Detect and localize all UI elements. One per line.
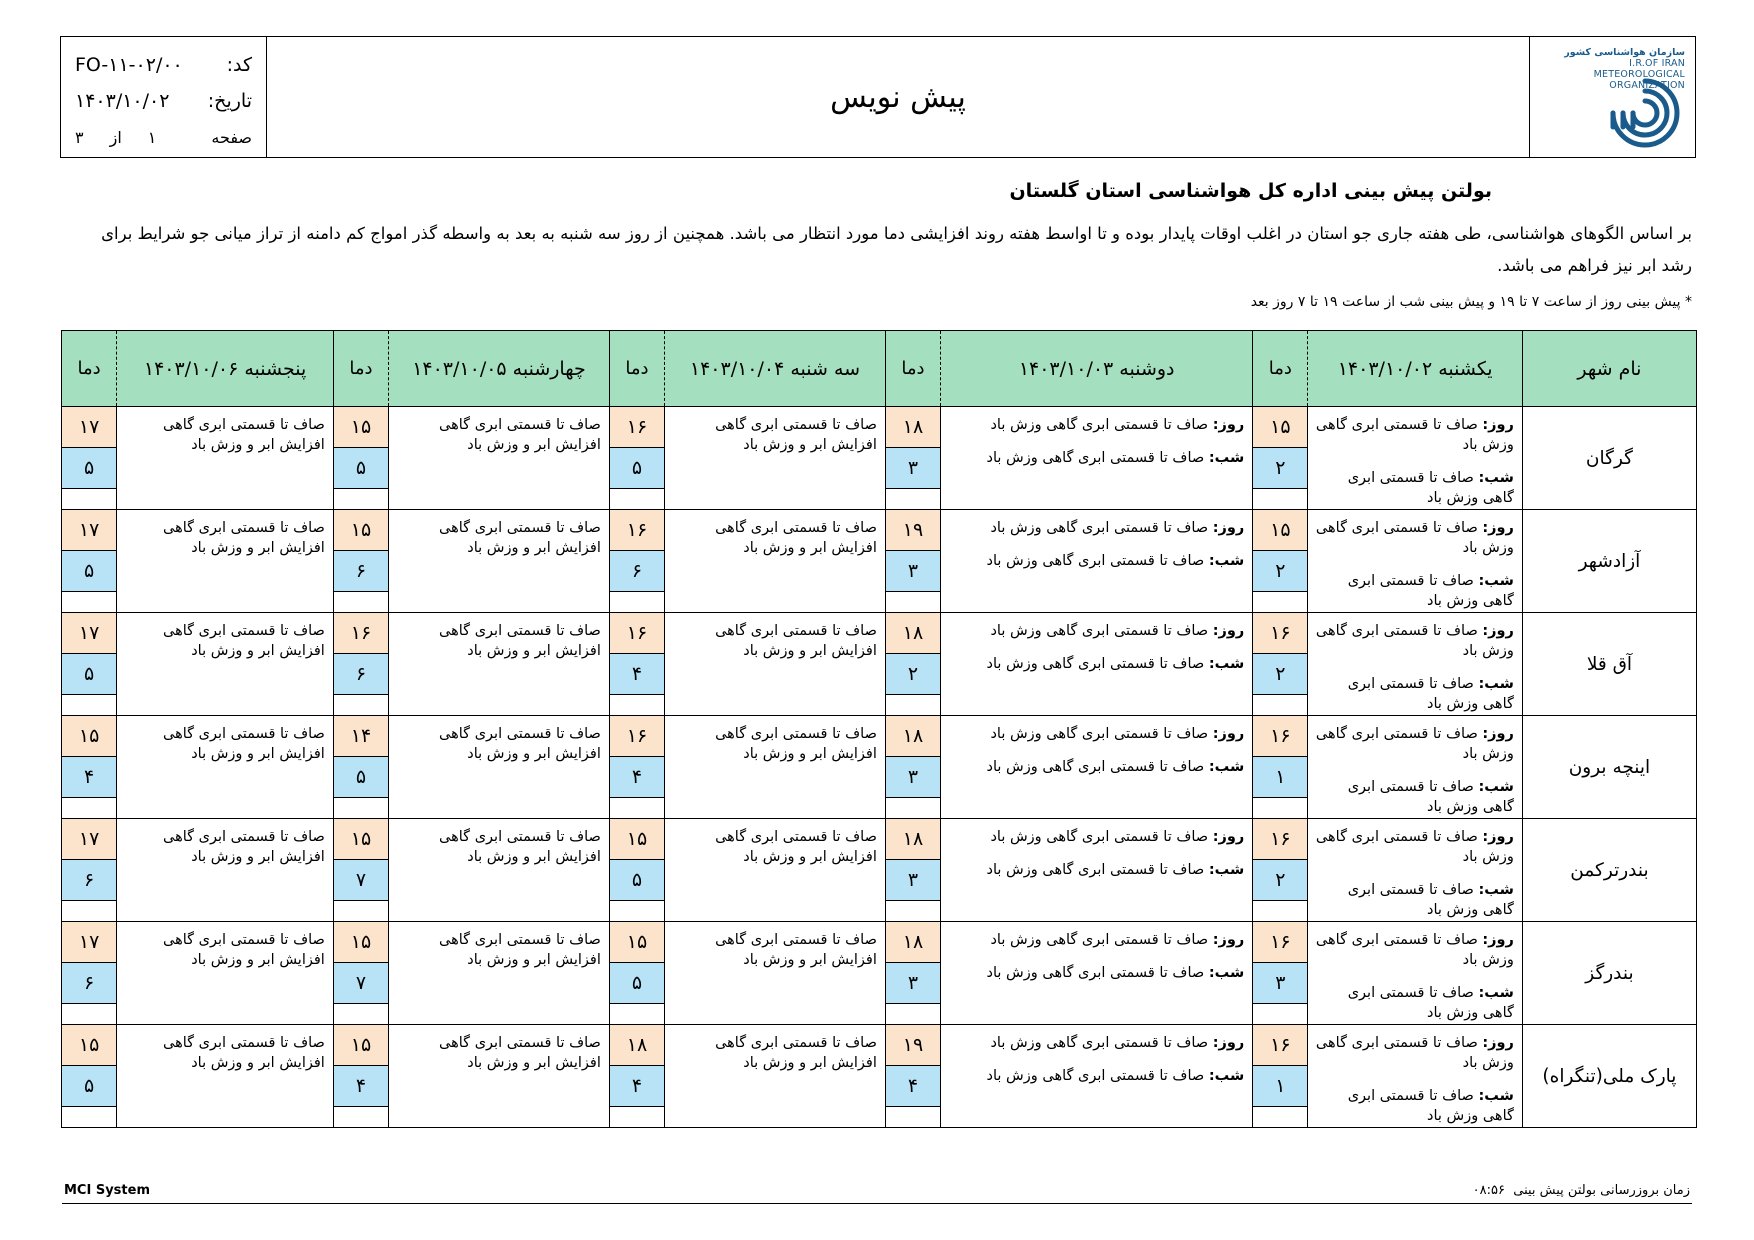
min-temp: ۶ [334, 654, 388, 695]
day-header: دوشنبه ۱۴۰۳/۱۰/۰۳ [941, 331, 1253, 407]
min-temp: ۱ [1253, 757, 1307, 798]
min-temp: ۶ [610, 551, 664, 592]
forecast-description [1308, 819, 1522, 922]
night-label: شب: [1478, 985, 1514, 1001]
max-temp: ۱۵ [334, 1025, 388, 1066]
max-temp: ۱۶ [610, 613, 664, 654]
max-temp: ۱۸ [886, 819, 940, 860]
city-name: آق قلا [1522, 613, 1696, 716]
max-temp: ۱۸ [886, 407, 940, 448]
forecast-description [117, 613, 334, 716]
forecast-description [665, 819, 886, 922]
temperature-cell [885, 1025, 940, 1128]
max-temp: ۱۶ [334, 613, 388, 654]
night-forecast: صاف تا قسمتی ابری گاهی وزش باد [986, 759, 1205, 775]
max-temp: ۱۷ [62, 819, 116, 860]
temperature-cell [333, 1025, 388, 1128]
forecast-text: صاف تا قسمتی ابری گاهی افزایش ابر و وزش باد [163, 932, 325, 968]
min-temp: ۲ [1253, 448, 1307, 489]
day-label: روز: [1482, 932, 1514, 948]
max-temp: ۱۸ [610, 1025, 664, 1066]
forecast-description [941, 407, 1253, 510]
min-temp: ۳ [886, 963, 940, 1004]
min-temp: ۶ [62, 860, 116, 901]
min-temp: ۵ [62, 448, 116, 489]
temp-header: دما [62, 331, 117, 407]
forecast-text: صاف تا قسمتی ابری گاهی افزایش ابر و وزش باد [163, 623, 325, 659]
min-temp: ۴ [62, 757, 116, 798]
table-row [62, 716, 1697, 819]
max-temp: ۱۵ [334, 510, 388, 551]
forecast-description [1308, 922, 1522, 1025]
page-footer [62, 1183, 1692, 1204]
night-label: شب: [1478, 676, 1514, 692]
max-temp: ۱۵ [610, 922, 664, 963]
min-temp: ۵ [610, 963, 664, 1004]
forecast-text: صاف تا قسمتی ابری گاهی افزایش ابر و وزش باد [439, 520, 601, 556]
day-forecast: صاف تا قسمتی ابری گاهی وزش باد [990, 520, 1209, 536]
forecast-text: صاف تا قسمتی ابری گاهی افزایش ابر و وزش باد [163, 520, 325, 556]
forecast-description [1308, 613, 1522, 716]
day-label: روز: [1482, 726, 1514, 742]
table-row [62, 819, 1697, 922]
max-temp: ۱۶ [1253, 613, 1307, 654]
day-label: روز: [1212, 417, 1245, 433]
forecast-text: صاف تا قسمتی ابری گاهی افزایش ابر و وزش باد [439, 1035, 601, 1071]
min-temp: ۴ [886, 1066, 940, 1107]
forecast-description [941, 922, 1253, 1025]
min-temp: ۲ [1253, 551, 1307, 592]
max-temp: ۱۷ [62, 613, 116, 654]
max-temp: ۱۷ [62, 510, 116, 551]
page-of: از [109, 127, 122, 147]
day-label: روز: [1482, 520, 1514, 536]
date-value: ۱۴۰۳/۱۰/۰۲ [75, 90, 170, 112]
min-temp: ۲ [1253, 860, 1307, 901]
max-temp: ۱۷ [62, 922, 116, 963]
temperature-cell [609, 819, 664, 922]
max-temp: ۱۶ [1253, 922, 1307, 963]
forecast-description [117, 1025, 334, 1128]
max-temp: ۱۵ [62, 1025, 116, 1066]
max-temp: ۱۹ [886, 510, 940, 551]
temp-header: دما [609, 331, 664, 407]
document-header [60, 36, 1696, 158]
city-name: آزادشهر [1522, 510, 1696, 613]
day-forecast: صاف تا قسمتی ابری گاهی وزش باد [990, 623, 1209, 639]
min-temp: ۴ [610, 654, 664, 695]
day-forecast: صاف تا قسمتی ابری گاهی وزش باد [990, 417, 1209, 433]
max-temp: ۱۸ [886, 922, 940, 963]
page-label: صفحه [211, 127, 252, 147]
forecast-description [1308, 1025, 1522, 1128]
temperature-cell [62, 407, 117, 510]
night-label: شب: [1478, 470, 1514, 486]
day-label: روز: [1482, 829, 1514, 845]
max-temp: ۱۵ [334, 819, 388, 860]
temperature-cell [609, 510, 664, 613]
page-total: ۳ [75, 127, 84, 147]
day-label: روز: [1482, 417, 1514, 433]
min-temp: ۵ [62, 551, 116, 592]
day-label: روز: [1212, 520, 1245, 536]
day-header: یکشنبه ۱۴۰۳/۱۰/۰۲ [1308, 331, 1522, 407]
min-temp: ۵ [62, 654, 116, 695]
max-temp: ۱۵ [1253, 407, 1307, 448]
forecast-description [941, 510, 1253, 613]
min-temp: ۷ [334, 963, 388, 1004]
night-label: شب: [1208, 656, 1245, 672]
day-label: روز: [1212, 932, 1245, 948]
day-forecast: صاف تا قسمتی ابری گاهی وزش باد [1315, 829, 1514, 865]
min-temp: ۵ [334, 757, 388, 798]
max-temp: ۱۵ [62, 716, 116, 757]
day-forecast: صاف تا قسمتی ابری گاهی وزش باد [990, 829, 1209, 845]
temperature-cell [1253, 716, 1308, 819]
forecast-text: صاف تا قسمتی ابری گاهی افزایش ابر و وزش باد [715, 1035, 877, 1071]
day-forecast: صاف تا قسمتی ابری گاهی وزش باد [990, 726, 1209, 742]
forecast-text: صاف تا قسمتی ابری گاهی افزایش ابر و وزش باد [715, 726, 877, 762]
temperature-cell [885, 716, 940, 819]
night-forecast: صاف تا قسمتی ابری گاهی وزش باد [986, 450, 1205, 466]
day-header: سه شنبه ۱۴۰۳/۱۰/۰۴ [665, 331, 886, 407]
forecast-description [389, 922, 610, 1025]
temperature-cell [885, 510, 940, 613]
day-label: روز: [1212, 1035, 1245, 1051]
max-temp: ۱۹ [886, 1025, 940, 1066]
temperature-cell [609, 716, 664, 819]
day-forecast: صاف تا قسمتی ابری گاهی وزش باد [990, 1035, 1209, 1051]
min-temp: ۴ [334, 1066, 388, 1107]
day-forecast: صاف تا قسمتی ابری گاهی وزش باد [1315, 932, 1514, 968]
forecast-description [665, 407, 886, 510]
temperature-cell [1253, 407, 1308, 510]
max-temp: ۱۶ [1253, 1025, 1307, 1066]
max-temp: ۱۶ [1253, 819, 1307, 860]
temperature-cell [885, 407, 940, 510]
day-forecast: صاف تا قسمتی ابری گاهی وزش باد [1315, 726, 1514, 762]
min-temp: ۳ [886, 551, 940, 592]
table-row [62, 613, 1697, 716]
temperature-cell [62, 922, 117, 1025]
forecast-text: صاف تا قسمتی ابری گاهی افزایش ابر و وزش باد [439, 726, 601, 762]
night-label: شب: [1478, 779, 1514, 795]
min-temp: ۵ [62, 1066, 116, 1107]
day-forecast: صاف تا قسمتی ابری گاهی وزش باد [1315, 623, 1514, 659]
forecast-description [941, 819, 1253, 922]
forecast-text: صاف تا قسمتی ابری گاهی افزایش ابر و وزش باد [163, 417, 325, 453]
code-value: FO-۱۱-۰۲/۰۰ [75, 54, 183, 76]
night-forecast: صاف تا قسمتی ابری گاهی وزش باد [1347, 573, 1514, 609]
day-header: پنجشنبه ۱۴۰۳/۱۰/۰۶ [117, 331, 334, 407]
min-temp: ۳ [886, 860, 940, 901]
day-label: روز: [1482, 623, 1514, 639]
temperature-cell [885, 819, 940, 922]
min-temp: ۴ [610, 1066, 664, 1107]
forecast-text: صاف تا قسمتی ابری گاهی افزایش ابر و وزش باد [439, 932, 601, 968]
night-label: شب: [1208, 965, 1245, 981]
bulletin-intro: بر اساس الگوهای هواشناسی، طی هفته جاری جو استان در اغلب اوقات پایدار بوده و تا اواسط هفته روند افزایشی دما مورد انتظار می باشد. همچنین از روز سه شنبه به بعد به واسطه گذر امواج کم دامنه از تراز میانی جو شرایط برای رشد ابر نیز فراهم می باشد. [101, 224, 1692, 275]
temperature-cell [1253, 922, 1308, 1025]
city-name: پارک ملی(تنگراه) [1522, 1025, 1696, 1128]
forecast-text: صاف تا قسمتی ابری گاهی افزایش ابر و وزش باد [715, 932, 877, 968]
temperature-cell [333, 716, 388, 819]
min-temp: ۱ [1253, 1066, 1307, 1107]
max-temp: ۱۸ [886, 613, 940, 654]
city-name: بندرترکمن [1522, 819, 1696, 922]
temperature-cell [333, 407, 388, 510]
min-temp: ۵ [610, 448, 664, 489]
forecast-description [941, 613, 1253, 716]
forecast-text: صاف تا قسمتی ابری گاهی افزایش ابر و وزش باد [163, 726, 325, 762]
min-temp: ۷ [334, 860, 388, 901]
table-row [62, 1025, 1697, 1128]
night-forecast: صاف تا قسمتی ابری گاهی وزش باد [1347, 1088, 1514, 1124]
night-forecast: صاف تا قسمتی ابری گاهی وزش باد [986, 656, 1205, 672]
night-forecast: صاف تا قسمتی ابری گاهی وزش باد [986, 1068, 1205, 1084]
forecast-description [665, 716, 886, 819]
max-temp: ۱۵ [1253, 510, 1307, 551]
night-label: شب: [1478, 882, 1514, 898]
temperature-cell [609, 1025, 664, 1128]
temperature-cell [609, 613, 664, 716]
forecast-description [117, 407, 334, 510]
night-label: شب: [1478, 573, 1514, 589]
forecast-description [117, 922, 334, 1025]
forecast-description [941, 716, 1253, 819]
forecast-description [1308, 716, 1522, 819]
night-forecast: صاف تا قسمتی ابری گاهی وزش باد [1347, 676, 1514, 712]
min-temp: ۵ [334, 448, 388, 489]
temperature-cell [62, 510, 117, 613]
forecast-description [117, 510, 334, 613]
temperature-cell [885, 613, 940, 716]
day-forecast: صاف تا قسمتی ابری گاهی وزش باد [1315, 520, 1514, 556]
table-row [62, 407, 1697, 510]
forecast-description [389, 510, 610, 613]
forecast-description [1308, 407, 1522, 510]
logo-spiral-icon [1605, 73, 1685, 153]
night-label: شب: [1478, 1088, 1514, 1104]
forecast-text: صاف تا قسمتی ابری گاهی افزایش ابر و وزش باد [163, 1035, 325, 1071]
forecast-description [1308, 510, 1522, 613]
city-header: نام شهر [1522, 331, 1696, 407]
max-temp: ۱۸ [886, 716, 940, 757]
temperature-cell [62, 716, 117, 819]
forecast-text: صاف تا قسمتی ابری گاهی افزایش ابر و وزش باد [439, 417, 601, 453]
temperature-cell [1253, 510, 1308, 613]
forecast-text: صاف تا قسمتی ابری گاهی افزایش ابر و وزش باد [715, 417, 877, 453]
day-label: روز: [1212, 623, 1245, 639]
night-label: شب: [1208, 553, 1245, 569]
temperature-cell [885, 922, 940, 1025]
min-temp: ۳ [886, 448, 940, 489]
min-temp: ۲ [886, 654, 940, 695]
forecast-text: صاف تا قسمتی ابری گاهی افزایش ابر و وزش باد [715, 829, 877, 865]
forecast-description [665, 510, 886, 613]
forecast-description [117, 819, 334, 922]
max-temp: ۱۶ [610, 510, 664, 551]
min-temp: ۶ [334, 551, 388, 592]
meteorological-logo [1529, 37, 1695, 157]
night-label: شب: [1208, 1068, 1245, 1084]
night-forecast: صاف تا قسمتی ابری گاهی وزش باد [1347, 882, 1514, 918]
table-row [62, 922, 1697, 1025]
night-forecast: صاف تا قسمتی ابری گاهی وزش باد [1347, 470, 1514, 506]
max-temp: ۱۷ [62, 407, 116, 448]
bulletin-title: بولتن پیش بینی اداره کل هواشناسی استان گلستان [1009, 180, 1492, 202]
night-label: شب: [1208, 862, 1245, 878]
min-temp: ۶ [62, 963, 116, 1004]
day-label: روز: [1212, 726, 1245, 742]
day-forecast: صاف تا قسمتی ابری گاهی وزش باد [1315, 1035, 1514, 1071]
document-title: پیش نویس [830, 79, 966, 115]
day-label: روز: [1212, 829, 1245, 845]
temperature-cell [609, 407, 664, 510]
night-forecast: صاف تا قسمتی ابری گاهی وزش باد [986, 862, 1205, 878]
night-label: شب: [1208, 450, 1245, 466]
temperature-cell [1253, 819, 1308, 922]
max-temp: ۱۵ [334, 922, 388, 963]
forecast-description [389, 407, 610, 510]
temperature-cell [609, 922, 664, 1025]
forecast-description [389, 1025, 610, 1128]
night-label: شب: [1208, 759, 1245, 775]
system-name: MCI System [64, 1183, 150, 1198]
temperature-cell [1253, 613, 1308, 716]
temperature-cell [333, 819, 388, 922]
temperature-cell [62, 819, 117, 922]
day-header: چهارشنبه ۱۴۰۳/۱۰/۰۵ [389, 331, 610, 407]
temperature-cell [333, 922, 388, 1025]
night-forecast: صاف تا قسمتی ابری گاهی وزش باد [1347, 985, 1514, 1021]
temperature-cell [333, 510, 388, 613]
temp-header: دما [333, 331, 388, 407]
night-forecast: صاف تا قسمتی ابری گاهی وزش باد [986, 965, 1205, 981]
forecast-description [665, 922, 886, 1025]
page-number: ۱ [147, 127, 157, 147]
min-temp: ۲ [1253, 654, 1307, 695]
forecast-text: صاف تا قسمتی ابری گاهی افزایش ابر و وزش باد [439, 829, 601, 865]
table-row [62, 510, 1697, 613]
forecast-text: صاف تا قسمتی ابری گاهی افزایش ابر و وزش باد [439, 623, 601, 659]
forecast-text: صاف تا قسمتی ابری گاهی افزایش ابر و وزش باد [163, 829, 325, 865]
max-temp: ۱۴ [334, 716, 388, 757]
min-temp: ۵ [610, 860, 664, 901]
forecast-description [389, 819, 610, 922]
city-name: گرگان [1522, 407, 1696, 510]
night-forecast: صاف تا قسمتی ابری گاهی وزش باد [1347, 779, 1514, 815]
document-meta [61, 37, 267, 157]
temp-header: دما [1253, 331, 1308, 407]
forecast-description [941, 1025, 1253, 1128]
forecast-description [117, 716, 334, 819]
max-temp: ۱۶ [1253, 716, 1307, 757]
table-header-row [62, 331, 1697, 407]
forecast-description [665, 1025, 886, 1128]
day-forecast: صاف تا قسمتی ابری گاهی وزش باد [1315, 417, 1514, 453]
max-temp: ۱۵ [610, 819, 664, 860]
temperature-cell [1253, 1025, 1308, 1128]
forecast-description [665, 613, 886, 716]
temperature-cell [333, 613, 388, 716]
city-name: اینچه برون [1522, 716, 1696, 819]
max-temp: ۱۵ [334, 407, 388, 448]
forecast-text: صاف تا قسمتی ابری گاهی افزایش ابر و وزش باد [715, 520, 877, 556]
max-temp: ۱۶ [610, 407, 664, 448]
forecast-note: * پیش بینی روز از ساعت ۷ تا ۱۹ و پیش بینی شب از ساعت ۱۹ تا ۷ روز بعد [1250, 294, 1692, 310]
temperature-cell [62, 1025, 117, 1128]
city-name: بندرگز [1522, 922, 1696, 1025]
date-label: تاریخ: [207, 90, 252, 112]
code-label: کد: [226, 54, 252, 76]
day-forecast: صاف تا قسمتی ابری گاهی وزش باد [990, 932, 1209, 948]
forecast-table [61, 330, 1697, 1128]
forecast-description [389, 613, 610, 716]
night-forecast: صاف تا قسمتی ابری گاهی وزش باد [986, 553, 1205, 569]
update-time: زمان بروزرسانی بولتن پیش بینی ۰۸:۵۶ [1472, 1183, 1690, 1198]
temp-header: دما [885, 331, 940, 407]
logo-text: سازمان هواشناسی کشور I.R.OF IRAN METEOROLOGICAL ORGANIZATION [1564, 47, 1685, 91]
max-temp: ۱۶ [610, 716, 664, 757]
min-temp: ۳ [1253, 963, 1307, 1004]
min-temp: ۳ [886, 757, 940, 798]
forecast-description [389, 716, 610, 819]
min-temp: ۴ [610, 757, 664, 798]
temperature-cell [62, 613, 117, 716]
forecast-text: صاف تا قسمتی ابری گاهی افزایش ابر و وزش باد [715, 623, 877, 659]
day-label: روز: [1482, 1035, 1514, 1051]
